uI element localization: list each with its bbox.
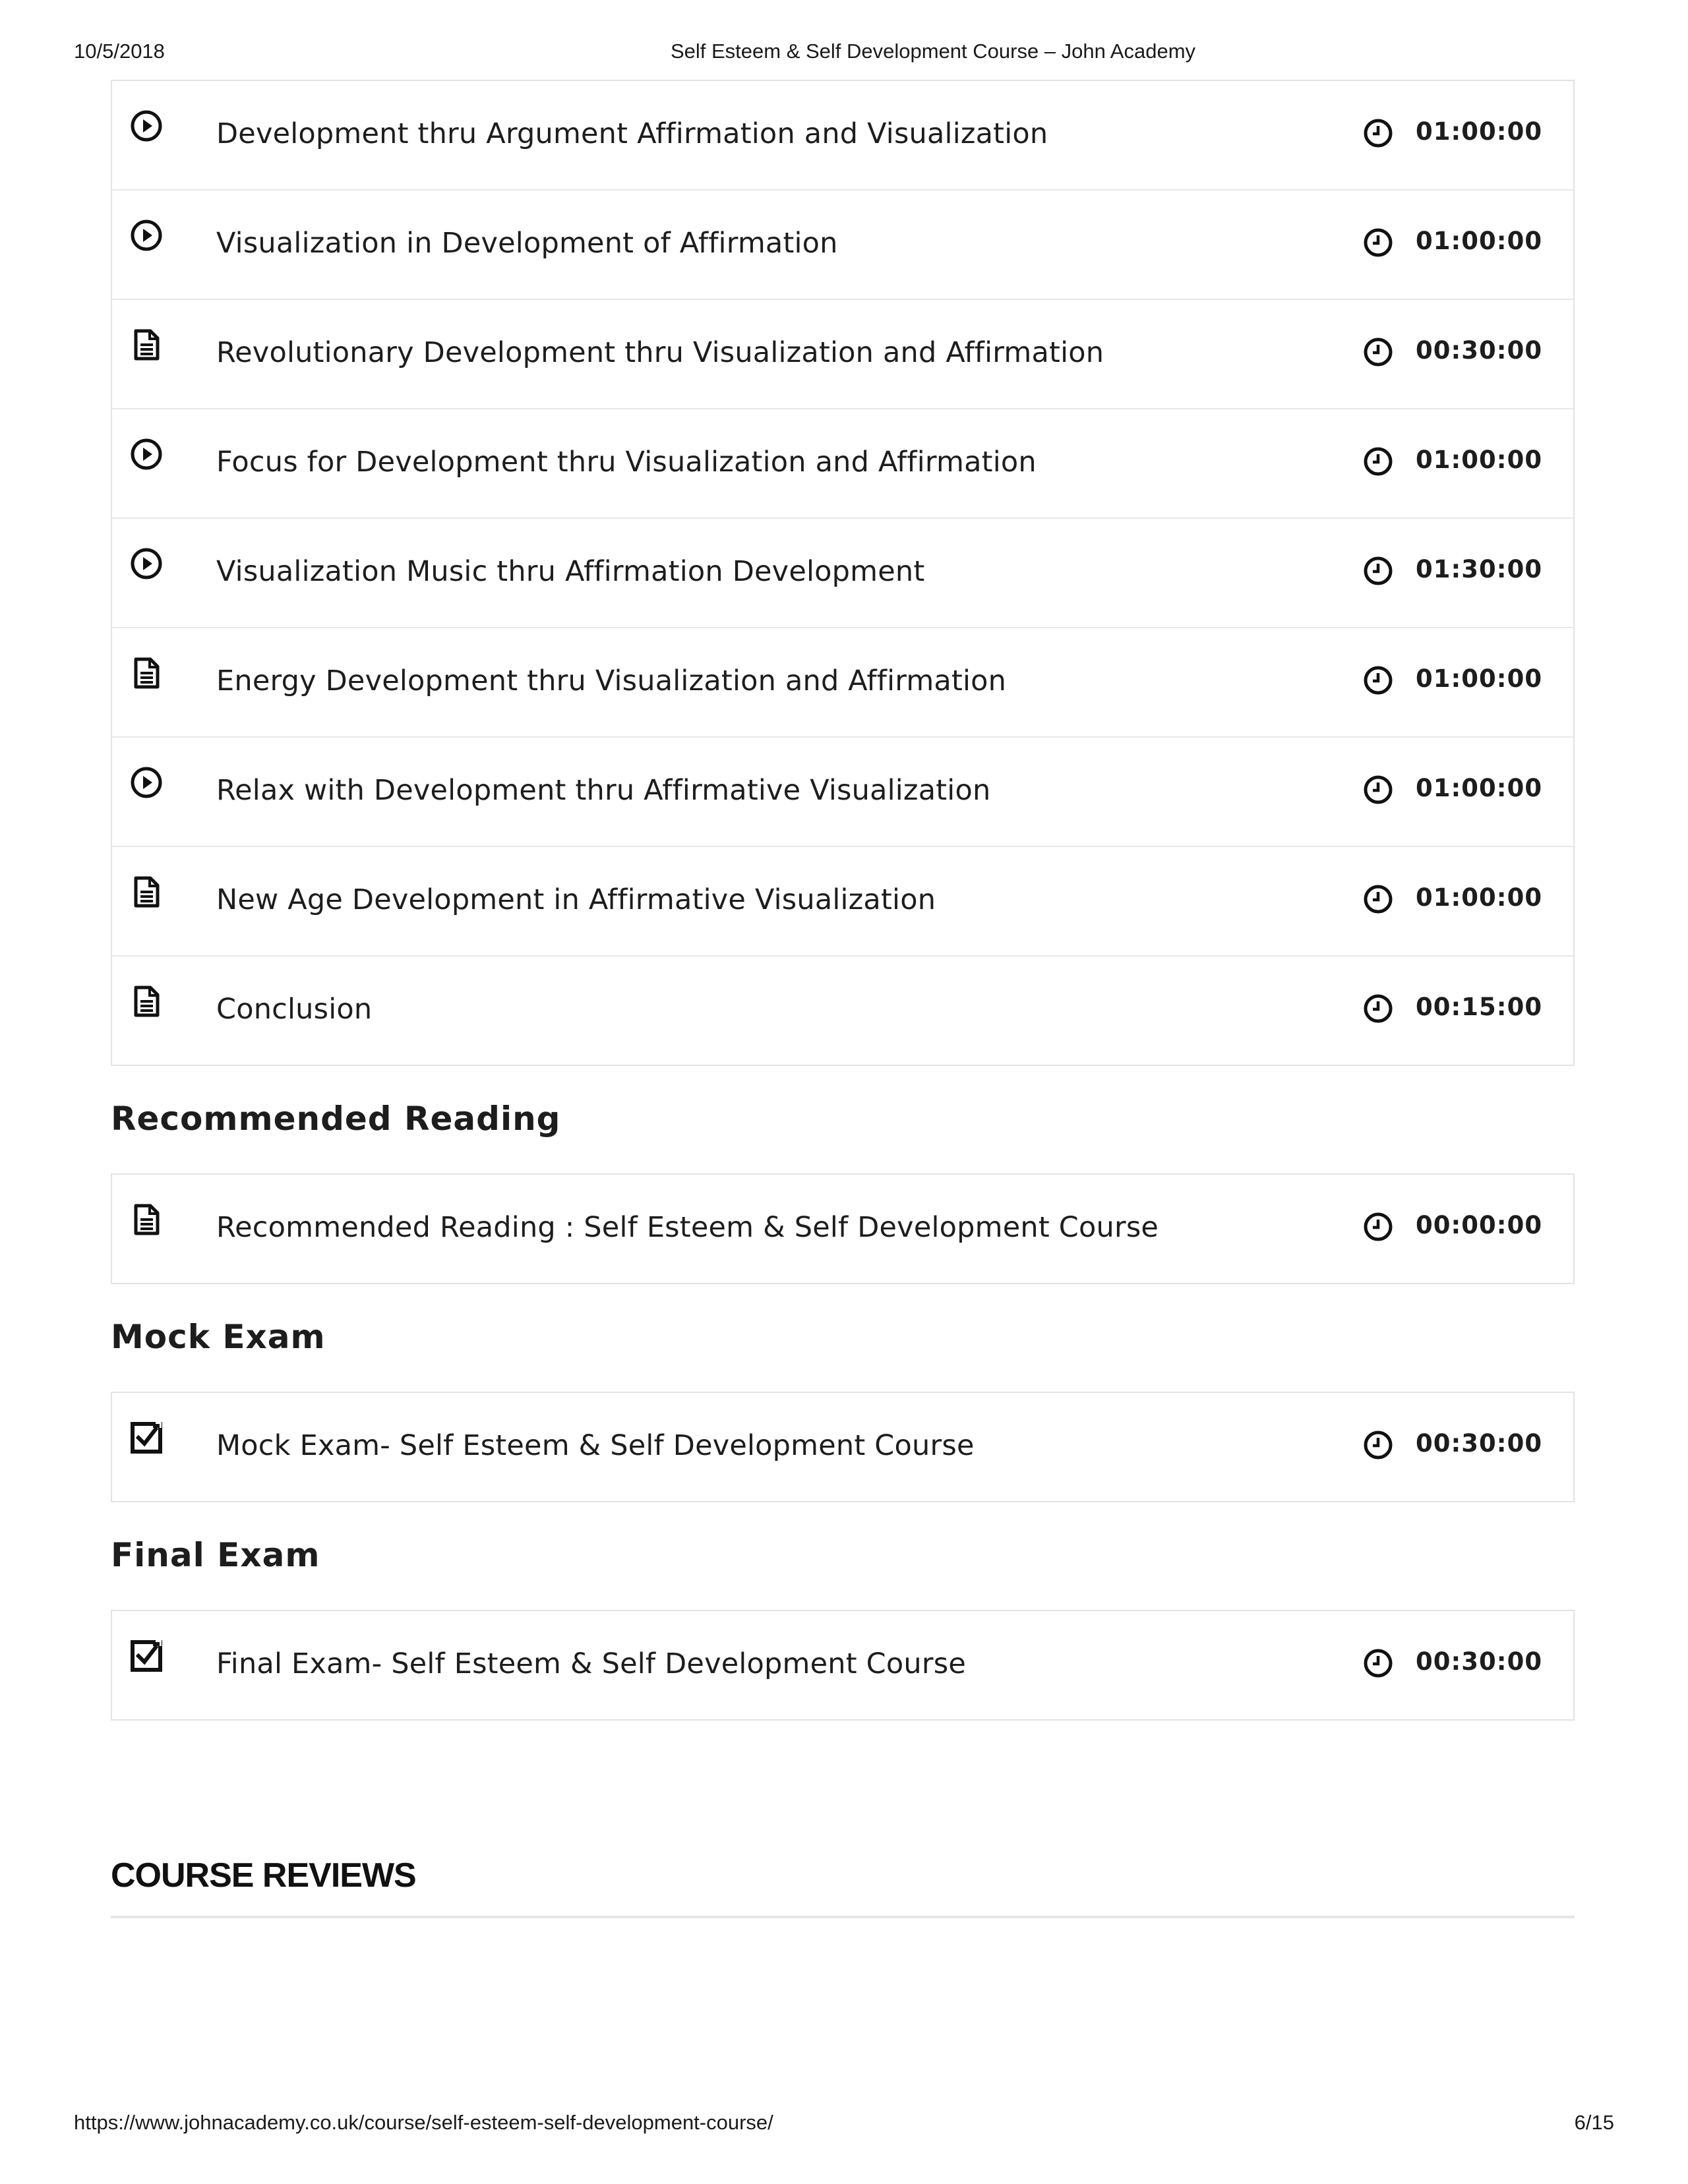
lesson-row[interactable] bbox=[112, 189, 1573, 299]
lesson-row[interactable] bbox=[112, 299, 1573, 408]
clock-icon bbox=[1362, 1211, 1394, 1243]
lesson-duration: 00:30:00 bbox=[1416, 1429, 1543, 1458]
section-heading: Final Exam bbox=[111, 1536, 320, 1574]
lesson-title[interactable]: Recommended Reading : Self Esteem & Self Development Course bbox=[216, 1211, 1159, 1244]
clock-icon bbox=[1362, 1429, 1394, 1461]
lesson-row[interactable] bbox=[112, 517, 1573, 627]
lesson-row[interactable] bbox=[112, 1175, 1573, 1283]
lesson-title[interactable]: Final Exam- Self Esteem & Self Development Course bbox=[216, 1647, 966, 1680]
lesson-duration: 00:30:00 bbox=[1416, 1647, 1543, 1676]
lesson-title[interactable]: New Age Development in Affirmative Visualization bbox=[216, 883, 936, 916]
clock-icon bbox=[1362, 664, 1394, 696]
curriculum bbox=[111, 80, 1575, 1721]
document-icon bbox=[129, 984, 164, 1018]
course-reviews-divider bbox=[111, 1916, 1575, 1918]
checkbox-icon bbox=[129, 1421, 164, 1455]
lesson-list bbox=[111, 1173, 1575, 1284]
lesson-title[interactable]: Development thru Argument Affirmation and Visualization bbox=[216, 117, 1048, 150]
clock-icon bbox=[1362, 336, 1394, 368]
lesson-title[interactable]: Visualization in Development of Affirmation bbox=[216, 227, 838, 260]
clock-icon bbox=[1362, 446, 1394, 477]
lesson-row[interactable] bbox=[112, 627, 1573, 736]
lesson-title[interactable]: Relax with Development thru Affirmative Visualization bbox=[216, 774, 991, 807]
lesson-title[interactable]: Visualization Music thru Affirmation Development bbox=[216, 555, 925, 588]
clock-icon bbox=[1362, 774, 1394, 806]
play-circle-icon bbox=[129, 218, 164, 252]
play-circle-icon bbox=[129, 437, 164, 471]
lesson-row[interactable] bbox=[112, 81, 1573, 189]
lesson-list bbox=[111, 1392, 1575, 1502]
lesson-row[interactable] bbox=[112, 736, 1573, 846]
document-icon bbox=[129, 656, 164, 690]
lesson-duration: 01:00:00 bbox=[1416, 664, 1543, 693]
play-circle-icon bbox=[129, 109, 164, 143]
lesson-duration: 01:00:00 bbox=[1416, 446, 1543, 474]
lesson-title[interactable]: Revolutionary Development thru Visualization and Affirmation bbox=[216, 336, 1104, 369]
curriculum-section bbox=[111, 1284, 1575, 1502]
clock-icon bbox=[1362, 227, 1394, 258]
lesson-row[interactable] bbox=[112, 1393, 1573, 1501]
clock-icon bbox=[1362, 555, 1394, 587]
lesson-duration: 01:30:00 bbox=[1416, 555, 1543, 583]
lesson-row[interactable] bbox=[112, 846, 1573, 955]
checkbox-icon bbox=[129, 1639, 164, 1673]
lesson-duration: 00:15:00 bbox=[1416, 993, 1543, 1021]
print-header bbox=[0, 40, 1688, 69]
lesson-list bbox=[111, 80, 1575, 1066]
print-page-number: 6/15 bbox=[1574, 2111, 1614, 2134]
clock-icon bbox=[1362, 1647, 1394, 1679]
clock-icon bbox=[1362, 883, 1394, 915]
play-circle-icon bbox=[129, 546, 164, 581]
curriculum-section bbox=[111, 1066, 1575, 1284]
document-icon bbox=[129, 1202, 164, 1237]
lesson-duration: 01:00:00 bbox=[1416, 883, 1543, 912]
print-date: 10/5/2018 bbox=[74, 40, 165, 63]
print-footer bbox=[0, 2111, 1688, 2140]
lesson-duration: 01:00:00 bbox=[1416, 227, 1543, 255]
play-circle-icon bbox=[129, 765, 164, 800]
course-reviews-title: COURSE REVIEWS bbox=[111, 1856, 416, 1895]
clock-icon bbox=[1362, 117, 1394, 149]
lesson-row[interactable] bbox=[112, 955, 1573, 1065]
lesson-duration: 01:00:00 bbox=[1416, 117, 1543, 146]
lesson-title[interactable]: Focus for Development thru Visualization and Affirmation bbox=[216, 446, 1037, 479]
lesson-row[interactable] bbox=[112, 1611, 1573, 1719]
lesson-duration: 00:00:00 bbox=[1416, 1211, 1543, 1239]
lesson-title[interactable]: Energy Development thru Visualization and Affirmation bbox=[216, 664, 1007, 697]
lesson-duration: 00:30:00 bbox=[1416, 336, 1543, 365]
lesson-title[interactable]: Conclusion bbox=[216, 993, 373, 1026]
document-icon bbox=[129, 328, 164, 362]
lesson-duration: 01:00:00 bbox=[1416, 774, 1543, 802]
document-icon bbox=[129, 875, 164, 909]
section-heading: Recommended Reading bbox=[111, 1100, 561, 1138]
section-heading: Mock Exam bbox=[111, 1318, 326, 1356]
curriculum-sections bbox=[111, 1066, 1575, 1721]
lesson-row[interactable] bbox=[112, 408, 1573, 517]
lesson-list bbox=[111, 1610, 1575, 1721]
curriculum-section bbox=[111, 1502, 1575, 1721]
print-doc-title: Self Esteem & Self Development Course – John Academy bbox=[670, 40, 1196, 63]
lesson-title[interactable]: Mock Exam- Self Esteem & Self Development Course bbox=[216, 1429, 975, 1462]
print-url: https://www.johnacademy.co.uk/course/self-esteem-self-development-course/ bbox=[74, 2111, 773, 2134]
clock-icon bbox=[1362, 993, 1394, 1024]
